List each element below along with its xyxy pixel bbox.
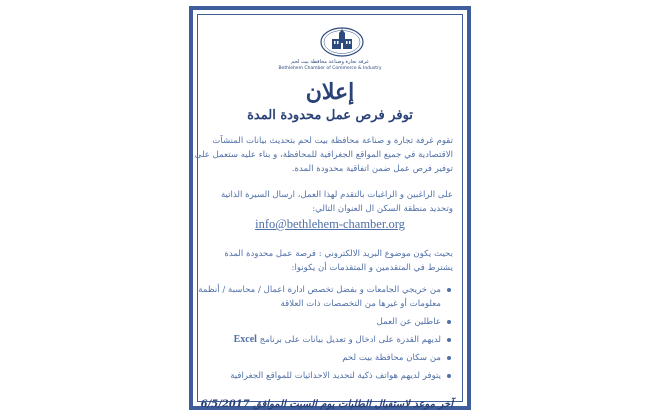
chamber-name-english: Bethlehem Chamber of Commerce & Industry	[278, 66, 382, 71]
apply-line: وتحديد منطقة السكن ال العنوان التالي:	[312, 204, 453, 214]
announcement-frame	[189, 6, 471, 410]
church-of-nativity-icon	[320, 27, 364, 57]
list-item	[207, 333, 441, 347]
intro-paragraph	[194, 134, 453, 176]
announcement-title: إعلان	[305, 79, 355, 105]
list-item: يتوفر لديهم هواتف ذكية لتحديد الاحداثيات للمواقع الجغرافية	[207, 369, 441, 383]
intro-line: توفير فرص عمل ضمن اتفاقية محدودة المدة.	[291, 164, 453, 174]
announcement-subtitle: توفر فرص عمل محدودة المدة	[247, 108, 413, 123]
apply-paragraph	[207, 188, 453, 216]
list-item: عاطلين عن العمل	[207, 315, 441, 329]
intro-line: الاقتصادية في جميع المواقع الجغرافية للمحافظة، و بناء عليه ستعمل على	[194, 150, 453, 160]
requirement-text: معلومات أو غيرها من التخصصات ذات العلاقة	[280, 299, 441, 309]
announcement-content	[194, 20, 457, 410]
list-item	[198, 283, 441, 311]
list-item: من سكان محافظة بيت لحم	[207, 351, 441, 365]
excel-label: Excel	[233, 334, 257, 345]
chamber-name-arabic: غرفة تجارة وصناعة محافظة بيت لحم	[291, 59, 369, 65]
intro-line: تقوم غرفة تجارة و صناعة محافظة بيت لحم بتحديث بيانات المنشآت	[212, 136, 453, 146]
requirements-intro-line: يشترط في المتقدمين و المتقدمات أن يكونوا:	[291, 263, 453, 273]
requirements-intro-line: بحيث يكون موضوع البريد الالكتروني : فرصة عمل محدودة المدة	[224, 249, 453, 259]
requirement-text: لديهم القدرة على ادخال و تعديل بيانات على برنامج	[259, 335, 441, 345]
requirements-list	[198, 283, 453, 387]
requirements-intro	[207, 247, 453, 275]
apply-line: على الراغبين و الراغبات بالتقدم لهذا العمل، ارسال السيرة الذاتية	[220, 190, 453, 200]
requirement-text: من خريجي الجامعات و بفضل تخصص ادارة اعمال / محاسبة / أنظمة	[198, 285, 441, 295]
deadline-note: آخر موعد لاستقبال الطلبات يوم السبت الموافق 6/5/2017	[200, 399, 453, 410]
email-link[interactable]: info@bethlehem-chamber.org	[255, 217, 405, 231]
